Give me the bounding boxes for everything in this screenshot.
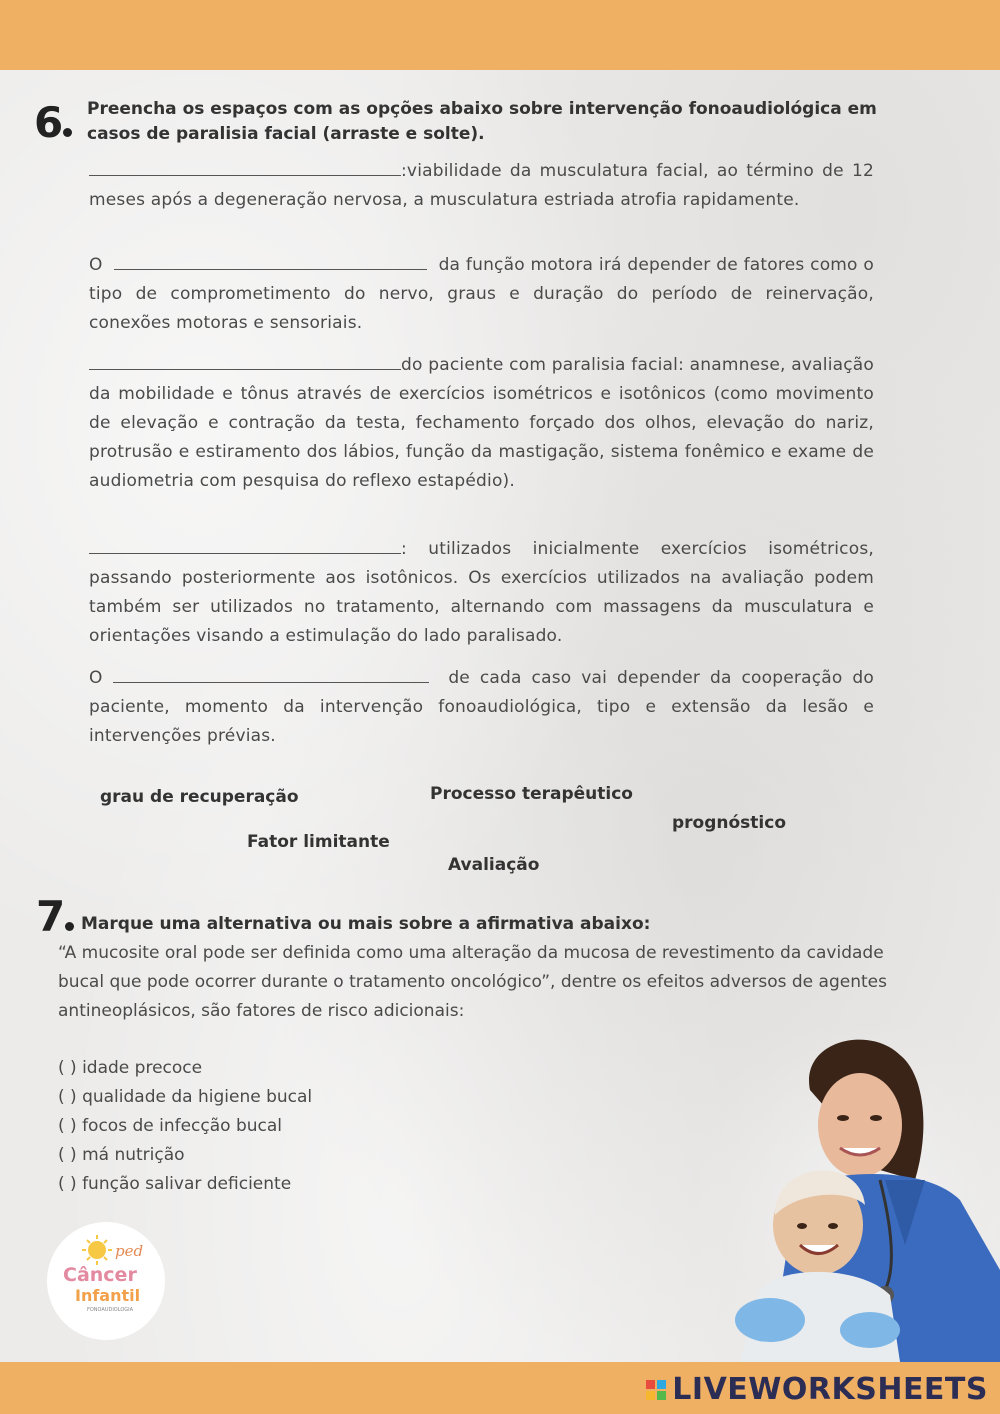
option-ma-nutricao[interactable]: ( ) má nutrição xyxy=(58,1145,185,1165)
option-funcao-salivar[interactable]: ( ) função salivar deficiente xyxy=(58,1174,292,1194)
question-7-title: Marque uma alternativa ou mais sobre a afirmativa abaixo: xyxy=(81,914,651,934)
q6-paragraph-3: do paciente com paralisia facial: anamnese, avaliação da mobilidade e tônus através de exercícios isométricos e isotônicos (como movimento de elevação e contração da testa, fechamento forçado dos olhos, elevação do nariz, protrusão e estiramento dos lábios, função da mastigação, sistema fonêmico e exame de audiometria com pesquisa do reflexo estapédio). xyxy=(89,351,874,496)
option-processo-terapeutico[interactable]: Processo terapêutico xyxy=(430,784,633,804)
option-grau-de-recuperacao[interactable]: grau de recuperação xyxy=(100,787,299,807)
question-7-statement: “A mucosite oral pode ser definida como uma alteração da mucosa de revestimento da cavidade bucal que pode ocorrer durante o tratamento oncológico”, dentre os efeitos adversos de agentes antineoplásicos, são fatores de risco adicionais: xyxy=(58,943,887,1021)
drop-blank-3[interactable] xyxy=(89,351,401,370)
nurse-child-photo xyxy=(700,1030,1000,1362)
option-avaliacao[interactable]: Avaliação xyxy=(448,855,540,875)
cancer-infantil-logo xyxy=(47,1222,165,1340)
option-idade-precoce[interactable]: ( ) idade precoce xyxy=(58,1058,203,1078)
sun-icon xyxy=(82,1235,112,1265)
option-higiene-bucal[interactable]: ( ) qualidade da higiene bucal xyxy=(58,1087,313,1107)
drop-blank-5[interactable] xyxy=(113,664,429,683)
question-6-number: 6 xyxy=(34,98,72,147)
question-6-title: Preencha os espaços com as opções abaixo sobre intervenção fonoaudiológica em casos de paralisia facial (arraste e solte). xyxy=(87,99,877,144)
drop-blank-4[interactable] xyxy=(89,535,401,554)
drop-blank-1[interactable] xyxy=(89,157,401,176)
q6-paragraph-1: :viabilidade da musculatura facial, ao término de 12 meses após a degeneração nervosa, a musculatura estriada atrofia rapidamente. xyxy=(89,157,874,215)
top-banner xyxy=(0,0,1000,70)
option-focos-infeccao[interactable]: ( ) focos de infecção bucal xyxy=(58,1116,283,1136)
drop-blank-2[interactable] xyxy=(114,251,427,270)
liveworksheets-logo-icon xyxy=(646,1380,666,1400)
option-fator-limitante[interactable]: Fator limitante xyxy=(247,832,390,852)
question-7-options xyxy=(58,1054,312,1199)
q6-paragraph-4: : utilizados inicialmente exercícios isométricos, passando posteriormente aos isotônicos. Os exercícios utilizados na avaliação podem também ser utilizados no tratamento, alternando com massagens da musculatura e orientações visando a estimulação do lado paralisado. xyxy=(89,535,874,651)
logo-line-1: Câncer xyxy=(63,1264,137,1286)
question-7-number: 7 xyxy=(36,892,74,941)
q6-paragraph-5: O de cada caso vai depender da cooperação do paciente, momento da intervenção fonoaudiológica, tipo e extensão da lesão e intervenções prévias. xyxy=(89,664,874,751)
logo-script-text: ped xyxy=(115,1242,144,1260)
option-prognostico[interactable]: prognóstico xyxy=(672,813,787,833)
q6-paragraph-2: O da função motora irá depender de fatores como o tipo de comprometimento do nervo, graus e duração do período de reinervação, conexões motoras e sensoriais. xyxy=(89,251,874,338)
logo-line-2: Infantil xyxy=(75,1286,141,1305)
liveworksheets-brand[interactable]: LIVEWORKSHEETS xyxy=(646,1372,988,1407)
logo-subtitle: FONOAUDIOLOGIA xyxy=(87,1307,134,1313)
